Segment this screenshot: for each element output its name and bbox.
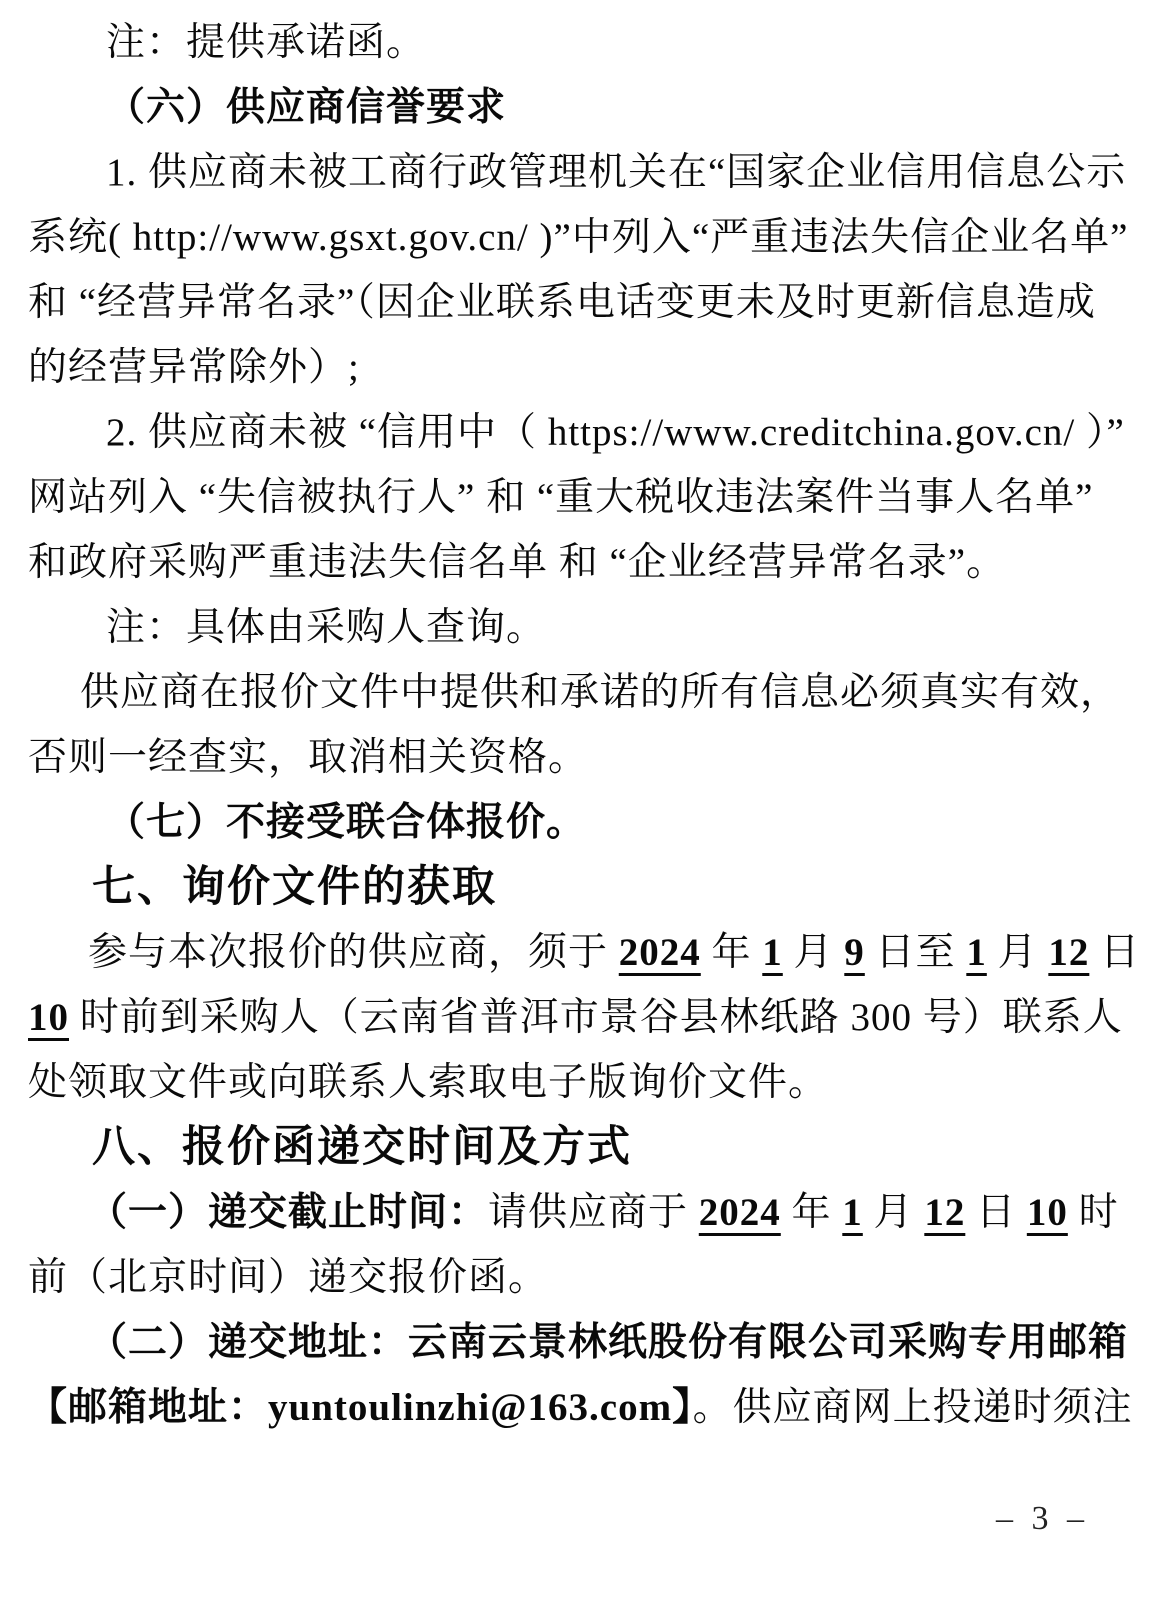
text-run: （六）供应商信誉要求	[106, 86, 507, 129]
section-heading-text: 八、报价函递交时间及方式	[92, 1123, 632, 1171]
text-run: ）”	[1075, 411, 1125, 454]
text-line	[28, 660, 1128, 725]
text-run: )”中列入“严重违法失信企业名单”	[528, 216, 1129, 259]
text-line	[28, 205, 1128, 270]
text-line	[28, 790, 1128, 855]
text-line	[28, 1115, 1128, 1180]
underlined-number: 9	[844, 931, 865, 974]
text-run: 月	[986, 931, 1049, 974]
text-run: 注：具体由采购人查询。	[106, 606, 547, 649]
email-text: yuntoulinzhi@163.com	[268, 1386, 673, 1429]
text-line	[28, 465, 1128, 530]
text-run: 年	[700, 931, 763, 974]
text-run: 和政府采购严重违法失信名单 和 “企业经营异常名录”。	[28, 541, 1007, 584]
text-run: 系统(	[28, 216, 133, 259]
text-line	[28, 335, 1128, 400]
text-run: 的经营异常除外）;	[28, 346, 360, 389]
text-line	[28, 75, 1128, 140]
text-line	[28, 855, 1128, 920]
text-run: （一）递交截止时间：	[88, 1191, 489, 1234]
text-run: 】	[672, 1386, 693, 1429]
text-run: 日	[1089, 931, 1141, 974]
underlined-number: 2024	[698, 1191, 781, 1234]
text-run: 处领取文件或向联系人索取电子版询价文件。	[28, 1061, 829, 1104]
page-number: – 3 –	[996, 1500, 1089, 1537]
text-line	[28, 270, 1128, 335]
text-run: 前（北京时间）递交报价函。	[28, 1256, 549, 1299]
text-run: 【邮箱地址：	[28, 1386, 269, 1429]
document-body	[28, 10, 1141, 1440]
text-run: （二）递交地址：云南云景林纸股份有限公司采购专用邮箱	[88, 1321, 1129, 1364]
text-run: 否则一经查实，取消相关资格。	[28, 736, 589, 779]
text-run: 注：提供承诺函。	[106, 21, 427, 64]
text-run: 请供应商于	[488, 1191, 699, 1234]
text-run: 年	[780, 1191, 843, 1234]
text-line	[28, 10, 1128, 75]
text-line	[28, 400, 1128, 465]
url-text: https://www.creditchina.gov.cn/	[547, 411, 1076, 454]
text-line	[28, 1180, 1128, 1245]
text-line	[28, 1050, 1128, 1115]
text-line	[28, 1310, 1128, 1375]
underlined-number: 10	[28, 996, 69, 1039]
text-line	[28, 595, 1128, 660]
text-line	[28, 1245, 1128, 1310]
text-run: 月	[782, 931, 845, 974]
underlined-number: 1	[966, 931, 987, 974]
underlined-number: 2024	[618, 931, 701, 974]
text-run: 月	[862, 1191, 925, 1234]
text-line	[28, 530, 1128, 595]
text-line	[28, 920, 1141, 985]
text-run: 供应商在报价文件中提供和承诺的所有信息必须真实有效，	[80, 671, 1121, 714]
underlined-number: 1	[762, 931, 783, 974]
text-run: 网站列入 “失信被执行人” 和 “重大税收违法案件当事人名单”	[28, 476, 1094, 519]
text-run: 参与本次报价的供应商，须于	[88, 931, 619, 974]
text-run: 时前到采购人（云南省普洱市景谷县林纸路 300 号）联系人	[69, 996, 1123, 1039]
text-run: 。供应商网上投递时须注	[692, 1386, 1133, 1429]
text-run: 日至	[864, 931, 967, 974]
text-line	[28, 725, 1128, 790]
underlined-number: 1	[842, 1191, 863, 1234]
section-heading-text: 七、询价文件的获取	[92, 863, 497, 911]
text-run: （七）不接受联合体报价。	[106, 801, 587, 844]
text-run: 时	[1067, 1191, 1119, 1234]
text-line	[28, 985, 1128, 1050]
underlined-number: 10	[1026, 1191, 1068, 1234]
text-run: 日	[965, 1191, 1027, 1234]
text-run: 2. 供应商未被 “信用中（	[106, 411, 548, 454]
text-line	[28, 140, 1128, 205]
underlined-number: 12	[1048, 931, 1090, 974]
underlined-number: 12	[924, 1191, 966, 1234]
text-line	[28, 1375, 1133, 1440]
text-run: 和 “经营异常名录”（因企业联系电话变更未及时更新信息造成	[28, 281, 1096, 324]
text-run: 1. 供应商未被工商行政管理机关在“国家企业信用信息公示	[106, 151, 1127, 194]
url-text: http://www.gsxt.gov.cn/	[132, 216, 529, 259]
